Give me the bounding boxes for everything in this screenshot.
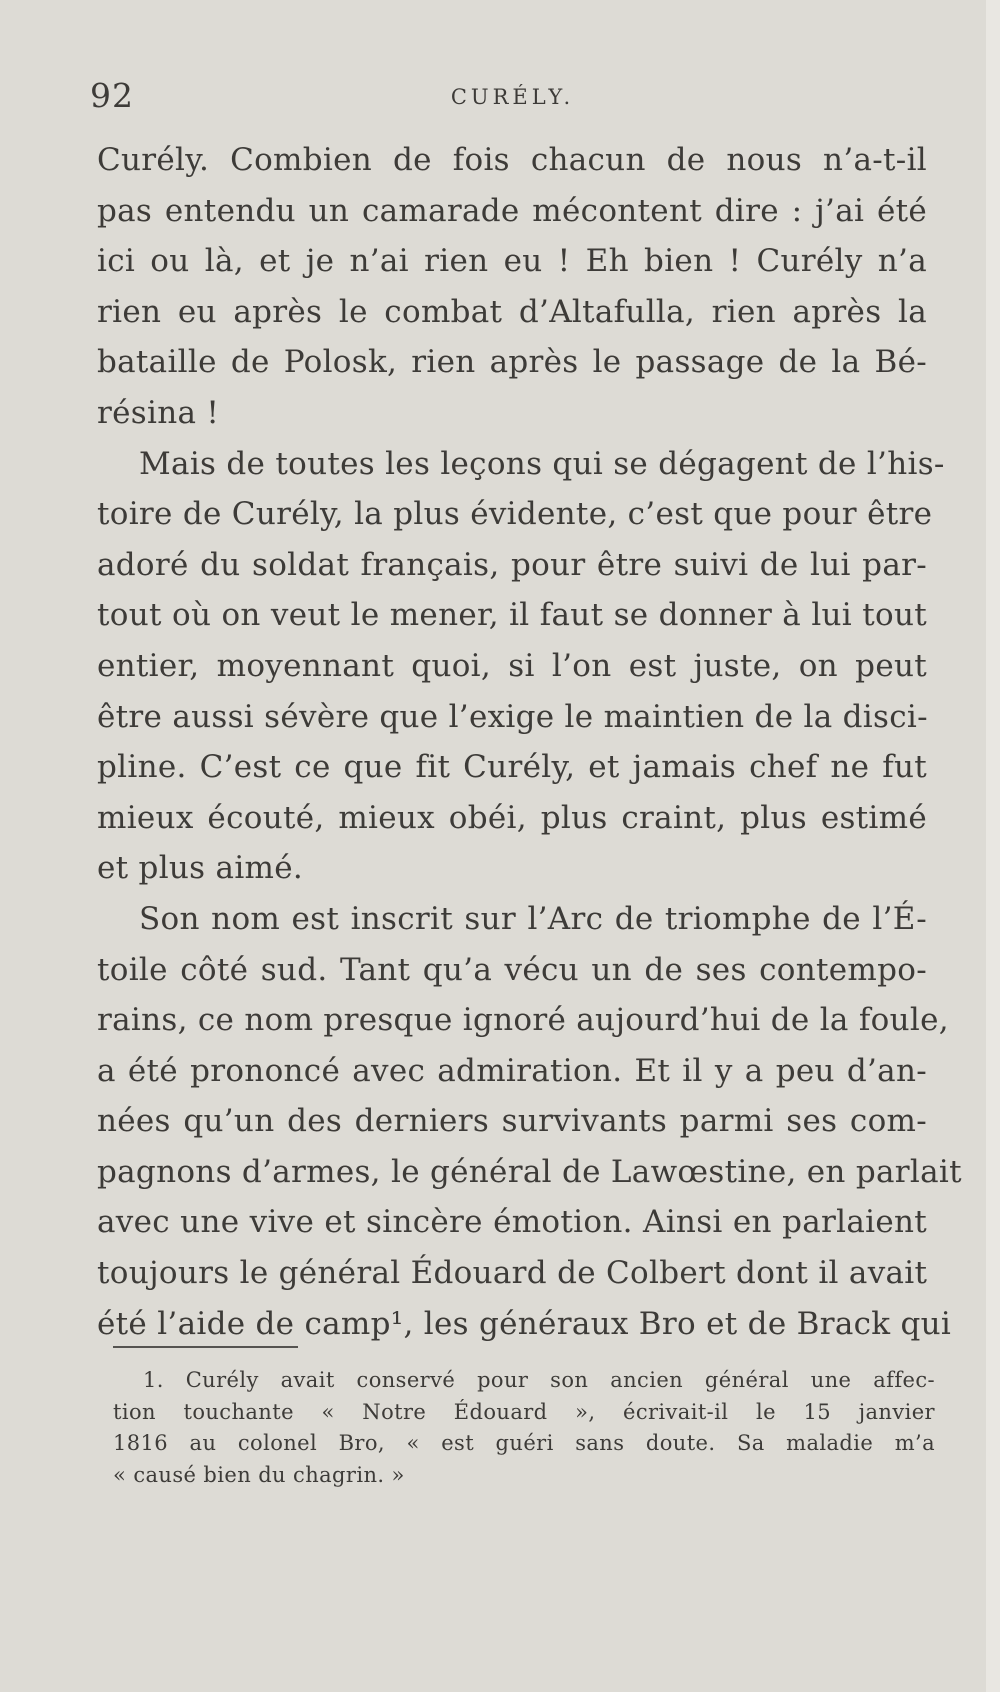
text-line: pas entendu un camarade mécontent dire : j’ai été [97,192,927,229]
footnote-line: 1816 au colonel Bro, « est guéri sans doute. Sa maladie m’a [113,1431,935,1455]
text-line: Son nom est inscrit sur l’Arc de triomphe de l’É- [139,900,927,937]
text-line: résina ! [97,394,220,431]
text-line: Curély. Combien de fois chacun de nous n’a-t-il [97,142,927,178]
text-line: rains, ce nom presque ignoré aujourd’hui de la foule, [97,1002,949,1039]
text-line: être aussi sévère que l’exige le maintien de la disci- [97,698,928,735]
text-line: avec une vive et sincère émotion. Ainsi en parlaient [97,1204,927,1241]
text-line: toire de Curély, la plus évidente, c’est que pour être [97,496,933,533]
text-line: a été prononcé avec admiration. Et il y a peu d’an- [97,1052,927,1089]
text-line: mieux écouté, mieux obéi, plus craint, plus estimé [97,799,927,836]
page-header [90,76,935,116]
text-line: et plus aimé. [97,850,304,887]
text-line: Mais de toutes les leçons qui se dégagent de l’his- [139,445,945,482]
footnote-line: tion touchante « Notre Édouard », écrivait-il le 15 janvier [113,1399,935,1424]
text-line: bataille de Polosk, rien après le passage de la Bé- [97,344,927,381]
text-line: rien eu après le combat d’Altafulla, rien après la [97,293,927,330]
body-text [97,135,962,1349]
text-line: pline. C’est ce que fit Curély, et jamais chef ne fut [97,749,927,786]
footnote [113,1365,935,1491]
text-line: nées qu’un des derniers survivants parmi ses com- [97,1103,927,1140]
page-number: 92 [90,76,134,115]
text-line: toile côté sud. Tant qu’a vécu un de ses contempo- [97,951,927,988]
text-line: pagnons d’armes, le général de Lawœstine, en parlait [97,1153,962,1190]
text-line: toujours le général Édouard de Colbert dont il avait [97,1255,928,1292]
text-line: ici ou là, et je n’ai rien eu ! Eh bien ! Curély n’a [97,243,927,280]
text-line: été l’aide de camp¹, les généraux Bro et de Brack qui [97,1305,952,1342]
footnote-line: « causé bien du chagrin. » [113,1462,405,1487]
text-line: entier, moyennant quoi, si l’on est juste, on peut [97,647,927,684]
footnote-line: 1. Curély avait conservé pour son ancien général une affec- [143,1368,935,1392]
footnote-rule [113,1346,298,1348]
page-edge [986,0,1000,1692]
running-head: CURÉLY. [450,85,575,109]
text-line: tout où on veut le mener, il faut se donner à lui tout [97,597,927,634]
text-line: adoré du soldat français, pour être suivi de lui par- [97,546,927,583]
